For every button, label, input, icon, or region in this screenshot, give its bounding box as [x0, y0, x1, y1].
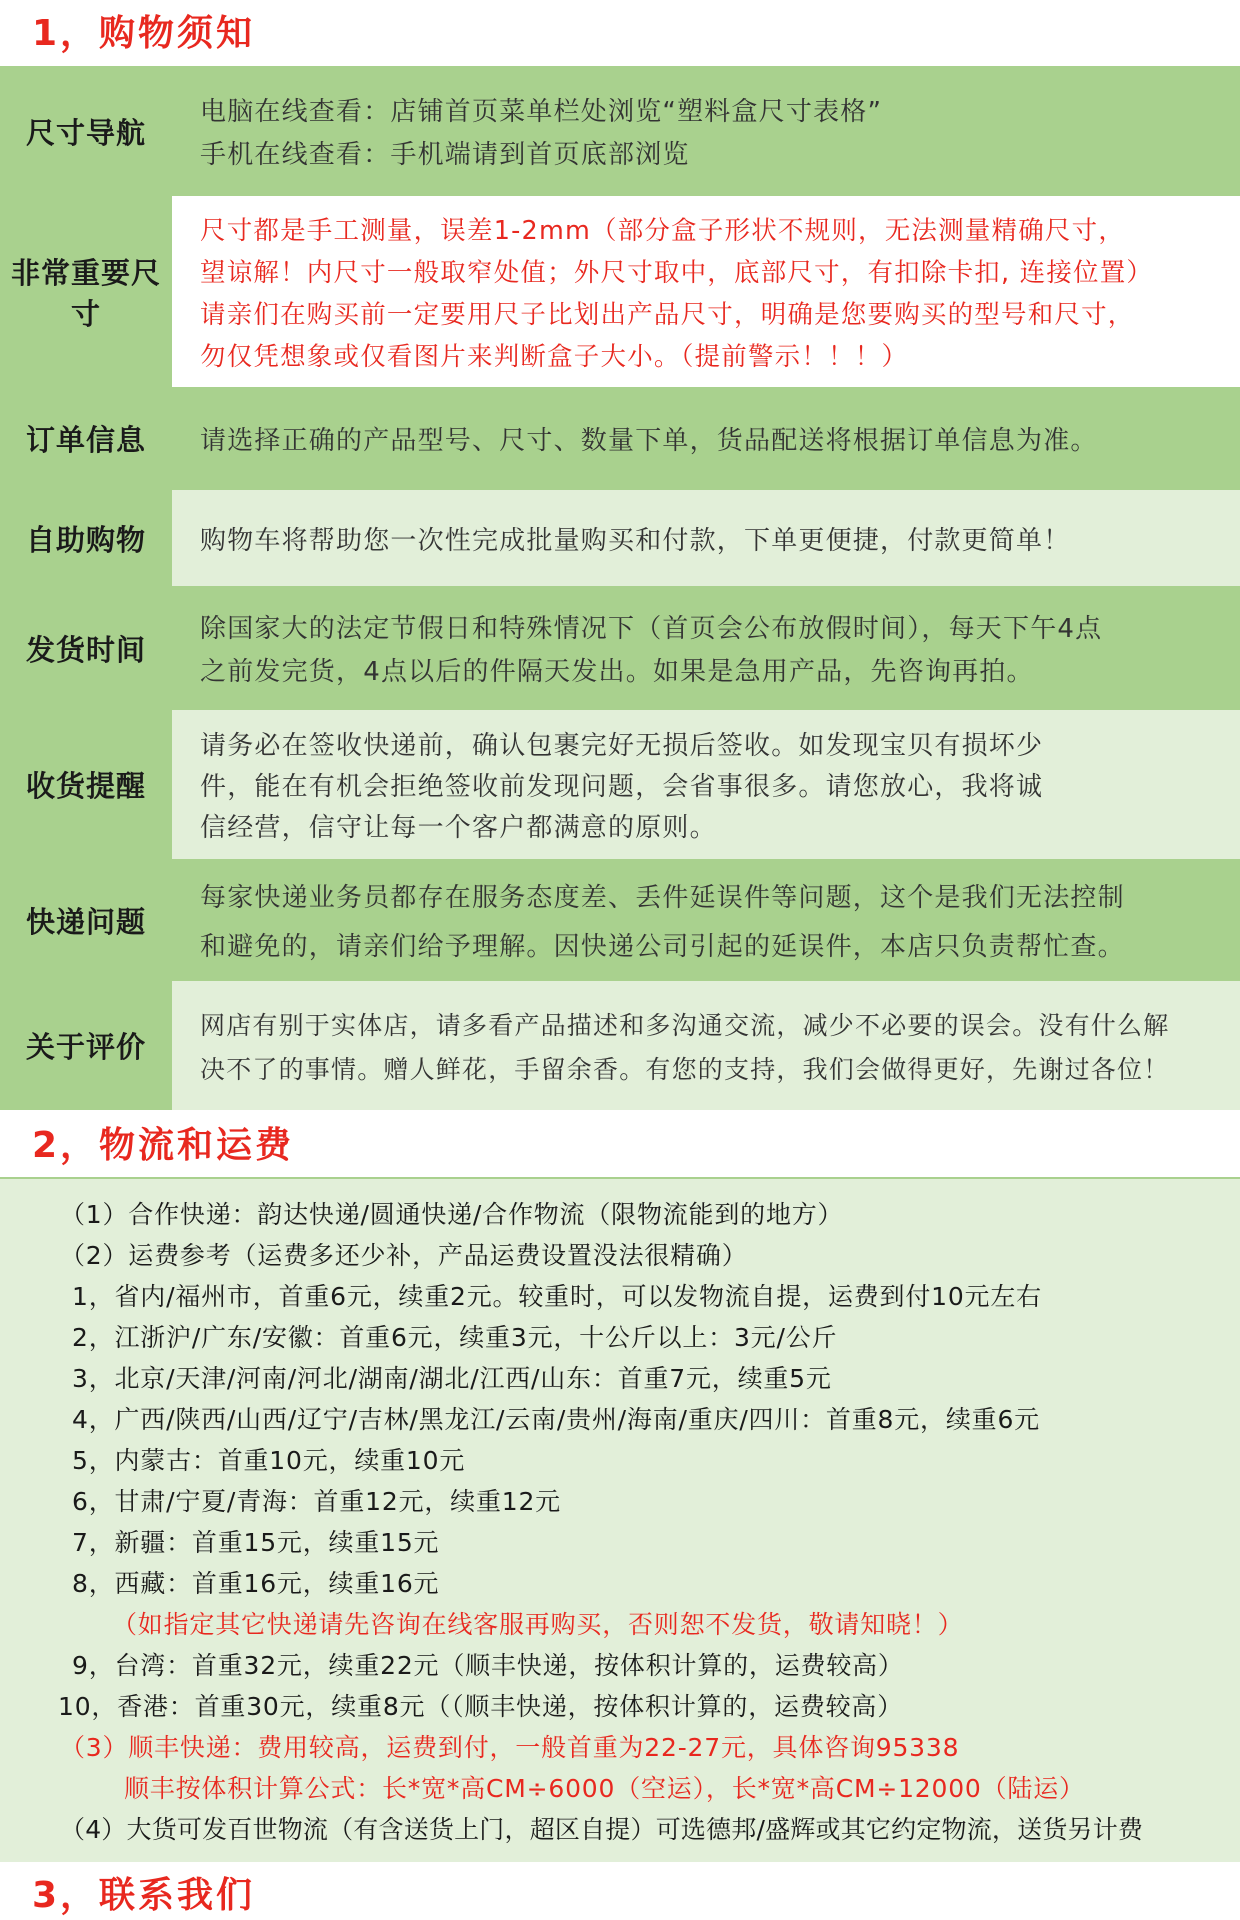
shipping-note-red: （如指定其它快递请先咨询在线客服再购买，否则恕不发货，敬请知晓！）: [112, 1610, 964, 1639]
shipping-line: 10，香港：首重30元，续重8元（（顺丰快递，按体积计算的，运费较高）: [58, 1692, 904, 1721]
row-line: 请务必在签收快递前，确认包裹完好无损后签收。如发现宝贝有损坏少: [200, 731, 1044, 761]
row-line: 之前发完货，4点以后的件隔天发出。如果是急用产品，先咨询再拍。: [200, 657, 1034, 687]
row-line: 和避免的，请亲们给予理解。因快递公司引起的延误件，本店只负责帮忙查。: [200, 932, 1125, 962]
row-content: [172, 859, 1240, 981]
shipping-note-red: （3）顺丰快递：费用较高，运费到付，一般首重为22-27元，具体咨询95338: [60, 1733, 960, 1762]
shipping-line: 1，省内/福州市，首重6元，续重2元。较重时，可以发物流自提，运费到付10元左右: [72, 1282, 1042, 1311]
shipping-line: （2）运费参考（运费多还少补，产品运费设置没法很精确）: [60, 1241, 748, 1270]
shipping-line: 9，台湾：首重32元，续重22元（顺丰快递，按体积计算的，运费较高）: [72, 1651, 904, 1680]
row-line: 件，能在有机会拒绝签收前发现问题，会省事很多。请您放心，我将诚: [200, 772, 1044, 802]
row-content: [172, 710, 1240, 859]
shipping-line: 8，西藏：首重16元，续重16元: [72, 1569, 440, 1598]
notice-row-order-info: [0, 387, 1240, 490]
row-label: 尺寸导航: [0, 66, 172, 196]
row-label: 关于评价: [0, 981, 172, 1110]
shipping-line: 4，广西/陕西/山西/辽宁/吉林/黑龙江/云南/贵州/海南/重庆/四川：首重8元，续重6元: [72, 1405, 1040, 1434]
notice-row-size-navigation: [0, 66, 1240, 196]
notice-row-delivery-time: [0, 586, 1240, 710]
row-line: 望谅解！内尺寸一般取窄处值；外尺寸取中，底部尺寸，有扣除卡扣, 连接位置）: [200, 257, 1154, 288]
shipping-line: 6，甘肃/宁夏/青海：首重12元，续重12元: [72, 1487, 561, 1516]
shipping-line: （4）大货可发百世物流（有含送货上门，超区自提）可选德邦/盛辉或其它约定物流，送货另计费: [60, 1815, 1144, 1844]
row-line: 请选择正确的产品型号、尺寸、数量下单，货品配送将根据订单信息为准。: [200, 426, 1098, 456]
row-content: [172, 387, 1240, 490]
row-content: [172, 981, 1240, 1110]
row-line: 手机在线查看：手机端请到首页底部浏览: [200, 140, 690, 170]
row-line: 每家快递业务员都存在服务态度差、丢件延误件等问题，这个是我们无法控制: [200, 883, 1125, 913]
row-content: [172, 490, 1240, 586]
notice-row-receipt-reminder: [0, 710, 1240, 859]
row-label: 非常重要尺寸: [0, 196, 172, 387]
row-content: [172, 66, 1240, 196]
shipping-line: 3，北京/天津/河南/河北/湖南/湖北/江西/山东：首重7元，续重5元: [72, 1364, 832, 1393]
row-label: 订单信息: [0, 387, 172, 490]
row-label: 自助购物: [0, 490, 172, 586]
shipping-line: （1）合作快递：韵达快递/圆通快递/合作物流（限物流能到的地方）: [60, 1200, 844, 1229]
section-title-contact-us: 3，联系我们: [32, 1875, 256, 1916]
row-line: 勿仅凭想象或仅看图片来判断盒子大小。（提前警示！！！）: [200, 341, 909, 372]
row-label: 收货提醒: [0, 710, 172, 859]
row-line: 电脑在线查看：店铺首页菜单栏处浏览“塑料盒尺寸表格”: [200, 97, 883, 127]
section-title-logistics: 2，物流和运费: [32, 1125, 295, 1166]
shipping-line: 2，江浙沪/广东/安徽：首重6元，续重3元，十公斤以上：3元/公斤: [72, 1323, 838, 1352]
shipping-note-red: 顺丰按体积计算公式：长*宽*高CM÷6000（空运），长*宽*高CM÷12000（陆运）: [124, 1774, 1085, 1803]
notice-row-courier-issues: [0, 859, 1240, 981]
row-content: [172, 196, 1240, 387]
row-content: [172, 586, 1240, 710]
shipping-line: 5，内蒙古：首重10元，续重10元: [72, 1446, 466, 1475]
notice-row-self-service: [0, 490, 1240, 586]
row-line: 信经营，信守让每一个客户都满意的原则。: [200, 813, 717, 843]
section-title-shopping-notice: 1，购物须知: [32, 13, 256, 54]
row-label: 快递问题: [0, 859, 172, 981]
logistics-box: [0, 1177, 1240, 1862]
notice-row-important-size: [0, 196, 1240, 387]
row-line: 决不了的事情。赠人鲜花，手留余香。有您的支持，我们会做得更好，先谢过各位！: [200, 1054, 1170, 1084]
notice-row-about-reviews: [0, 981, 1240, 1110]
row-line: 尺寸都是手工测量，误差1-2mm（部分盒子形状不规则，无法测量精确尺寸，: [200, 215, 1126, 246]
shipping-line: 7，新疆：首重15元，续重15元: [72, 1528, 440, 1557]
row-label: 发货时间: [0, 586, 172, 710]
row-line: 购物车将帮助您一次性完成批量购买和付款，下单更便捷，付款更简单！: [200, 525, 1071, 556]
row-line: 除国家大的法定节假日和特殊情况下（首页会公布放假时间），每天下午4点: [200, 614, 1103, 644]
shopping-notice-table: [0, 66, 1240, 1110]
row-line: 网店有别于实体店，请多看产品描述和多沟通交流，减少不必要的误会。没有什么解: [200, 1010, 1170, 1040]
row-line: 请亲们在购买前一定要用尺子比划出产品尺寸，明确是您要购买的型号和尺寸，: [200, 299, 1135, 330]
